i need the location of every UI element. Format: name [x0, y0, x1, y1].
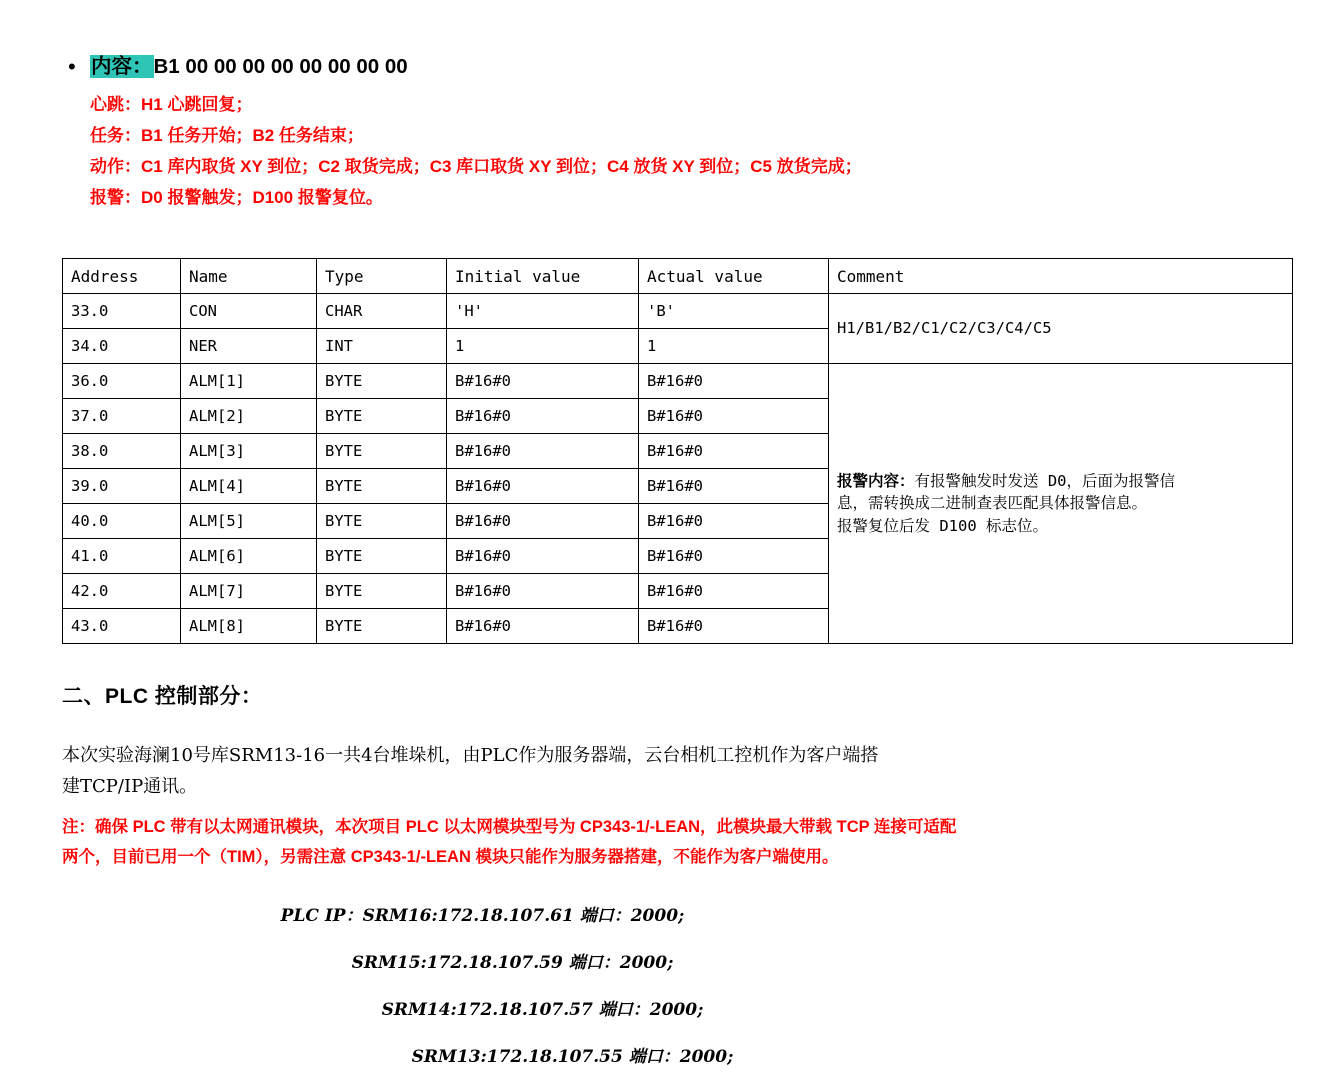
comment-alarm-title: 报警内容： — [837, 471, 915, 490]
ip-line-srm15: SRM15:172.18.107.59 端口：2000; — [351, 953, 674, 973]
cell-name: NER — [181, 329, 317, 364]
cell-name: ALM[4] — [181, 469, 317, 504]
bullet-main-text — [90, 52, 408, 82]
cell-comment-con-ner: H1/B1/B2/C1/C2/C3/C4/C5 — [829, 294, 1293, 364]
bullet-marker: • — [68, 54, 76, 79]
cell-initial: B#16#0 — [447, 434, 639, 469]
cell-type: BYTE — [317, 399, 447, 434]
header-comment: Comment — [829, 259, 1293, 294]
cell-address: 42.0 — [63, 574, 181, 609]
header-name: Name — [181, 259, 317, 294]
cell-name: CON — [181, 294, 317, 329]
cell-initial: B#16#0 — [447, 364, 639, 399]
highlighted-label: 内容： — [91, 55, 153, 78]
table-header-row — [63, 259, 1293, 294]
comment-alarm-line1: 有报警触发时发送 D0，后面为报警信 — [914, 471, 1176, 490]
paragraph-line-2: 建TCP/IP通讯。 — [62, 776, 198, 797]
cell-address: 34.0 — [63, 329, 181, 364]
protocol-note-action: 动作：C1 库内取货 XY 到位；C2 取货完成；C3 库口取货 XY 到位；C4 放货 XY 到位；C5 放货完成； — [90, 157, 862, 176]
section-note — [62, 812, 1262, 872]
cell-address: 39.0 — [63, 469, 181, 504]
cell-name: ALM[7] — [181, 574, 317, 609]
paragraph-line-1: 本次实验海澜10号库SRM13-16一共4台堆垛机，由PLC作为服务器端，云台相机工控机作为客户端搭 — [62, 745, 879, 766]
protocol-note-task: 任务：B1 任务开始；B2 任务结束； — [90, 126, 364, 145]
cell-name: ALM[8] — [181, 609, 317, 644]
variable-table — [62, 258, 1293, 644]
cell-type: BYTE — [317, 539, 447, 574]
bullet-row — [62, 52, 1292, 82]
cell-actual: 1 — [639, 329, 829, 364]
cell-actual: B#16#0 — [639, 539, 829, 574]
cell-initial: B#16#0 — [447, 399, 639, 434]
cell-name: ALM[5] — [181, 504, 317, 539]
cell-type: BYTE — [317, 469, 447, 504]
note-line-2: 两个，目前已用一个（TIM），另需注意 CP343-1/-LEAN 模块只能作为服务器搭建，不能作为客户端使用。 — [62, 848, 839, 866]
cell-type: CHAR — [317, 294, 447, 329]
ip-line-srm16: PLC IP：SRM16:172.18.107.61 端口：2000; — [280, 906, 685, 926]
header-initial-value: Initial value — [447, 259, 639, 294]
cell-address: 33.0 — [63, 294, 181, 329]
plc-ip-list — [62, 893, 1293, 1081]
protocol-note-alarm: 报警：D0 报警触发；D100 报警复位。 — [90, 188, 383, 207]
comment-alarm-line3: 报警复位后发 D100 标志位。 — [837, 516, 1048, 535]
cell-address: 41.0 — [63, 539, 181, 574]
cell-type: BYTE — [317, 609, 447, 644]
cell-initial: 'H' — [447, 294, 639, 329]
cell-actual: B#16#0 — [639, 434, 829, 469]
cell-name: ALM[3] — [181, 434, 317, 469]
cell-type: BYTE — [317, 434, 447, 469]
section-heading-plc: 二、PLC 控制部分： — [62, 685, 263, 708]
header-actual-value: Actual value — [639, 259, 829, 294]
cell-actual: B#16#0 — [639, 574, 829, 609]
content-bullet-block — [62, 52, 1292, 213]
cell-address: 36.0 — [63, 364, 181, 399]
cell-initial: B#16#0 — [447, 539, 639, 574]
cell-actual: 'B' — [639, 294, 829, 329]
cell-initial: B#16#0 — [447, 469, 639, 504]
cell-actual: B#16#0 — [639, 399, 829, 434]
protocol-note-heartbeat: 心跳：H1 心跳回复； — [90, 95, 253, 114]
cell-address: 43.0 — [63, 609, 181, 644]
note-line-1: 注：确保 PLC 带有以太网通讯模块，本次项目 PLC 以太网模块型号为 CP343-1/-LEAN，此模块最大带载 TCP 连接可适配 — [62, 818, 957, 836]
cell-type: BYTE — [317, 364, 447, 399]
cell-initial: B#16#0 — [447, 609, 639, 644]
cell-name: ALM[6] — [181, 539, 317, 574]
cell-actual: B#16#0 — [639, 504, 829, 539]
table-row — [63, 294, 1293, 329]
bullet-value: B1 00 00 00 00 00 00 00 00 — [153, 55, 408, 78]
cell-type: BYTE — [317, 504, 447, 539]
cell-address: 37.0 — [63, 399, 181, 434]
cell-address: 40.0 — [63, 504, 181, 539]
cell-type: BYTE — [317, 574, 447, 609]
protocol-notes — [90, 89, 1292, 213]
table-row — [63, 364, 1293, 399]
cell-actual: B#16#0 — [639, 609, 829, 644]
cell-initial: B#16#0 — [447, 504, 639, 539]
ip-line-srm13: SRM13:172.18.107.55 端口：2000; — [411, 1047, 734, 1067]
ip-line-srm14: SRM14:172.18.107.57 端口：2000; — [381, 1000, 704, 1020]
cell-name: ALM[1] — [181, 364, 317, 399]
cell-actual: B#16#0 — [639, 469, 829, 504]
section-paragraph — [62, 740, 1242, 802]
cell-address: 38.0 — [63, 434, 181, 469]
header-address: Address — [63, 259, 181, 294]
cell-initial: B#16#0 — [447, 574, 639, 609]
cell-initial: 1 — [447, 329, 639, 364]
variable-table-wrapper — [62, 258, 1293, 644]
cell-comment-alarm — [829, 364, 1293, 644]
comment-alarm-line2: 息，需转换成二进制查表匹配具体报警信息。 — [837, 494, 1148, 513]
cell-type: INT — [317, 329, 447, 364]
header-type: Type — [317, 259, 447, 294]
cell-name: ALM[2] — [181, 399, 317, 434]
cell-actual: B#16#0 — [639, 364, 829, 399]
